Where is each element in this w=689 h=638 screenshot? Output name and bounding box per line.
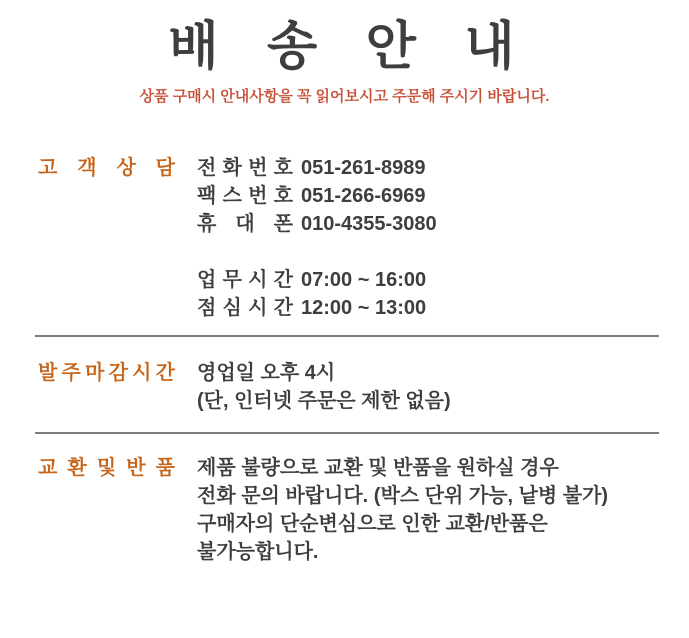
- phone-number: 051-261-8989: [301, 157, 426, 179]
- mobile-label: 휴 대 폰: [197, 213, 293, 235]
- returns-line: 불가능합니다.: [197, 541, 319, 563]
- mobile-number: 010-4355-3080: [301, 213, 437, 235]
- section-body-customer-service: [197, 154, 437, 322]
- phone-label: 전 화 번 호: [197, 157, 293, 179]
- lunch-hours-value: 12:00 ~ 13:00: [301, 297, 427, 319]
- deadline-line: 영업일 오후 4시: [197, 362, 336, 384]
- business-hours-label: 업 무 시 간: [197, 269, 293, 291]
- lunch-hours-row: [197, 294, 437, 322]
- lunch-hours-label: 점 심 시 간: [197, 297, 293, 319]
- section-body-order-deadline: [197, 359, 451, 415]
- section-label-customer-service: 고 객 상 담: [38, 157, 175, 179]
- returns-line: 전화 문의 바랍니다. (박스 단위 가능, 낱병 불가): [197, 485, 609, 507]
- section-exchange-returns: [0, 454, 689, 566]
- section-customer-service: [0, 154, 689, 322]
- mobile-row: [197, 210, 437, 238]
- returns-line: 제품 불량으로 교환 및 반품을 원하실 경우: [197, 457, 559, 479]
- phone-row: [197, 154, 437, 182]
- section-body-exchange-returns: [197, 454, 608, 566]
- page-subtitle: 상품 구매시 안내사항을 꼭 읽어보시고 주문해 주시기 바랍니다.: [139, 88, 550, 105]
- deadline-exception-line: (단, 인터넷 주문은 제한 없음): [197, 390, 451, 412]
- section-divider: [35, 432, 659, 434]
- blank-row: [197, 238, 437, 266]
- business-hours-value: 07:00 ~ 16:00: [301, 269, 427, 291]
- section-label-order-deadline: 발 주 마 감 시 간: [38, 362, 175, 384]
- section-label-exchange-returns: 교 환 및 반 품: [38, 457, 175, 479]
- business-hours-row: [197, 266, 437, 294]
- page-title: 배 송 안 내: [168, 18, 521, 76]
- section-divider: [35, 335, 659, 337]
- returns-line: 구매자의 단순변심으로 인한 교환/반품은: [197, 513, 548, 535]
- fax-row: [197, 182, 437, 210]
- section-order-deadline: [0, 359, 689, 415]
- fax-number: 051-266-6969: [301, 185, 426, 207]
- fax-label: 팩 스 번 호: [197, 185, 293, 207]
